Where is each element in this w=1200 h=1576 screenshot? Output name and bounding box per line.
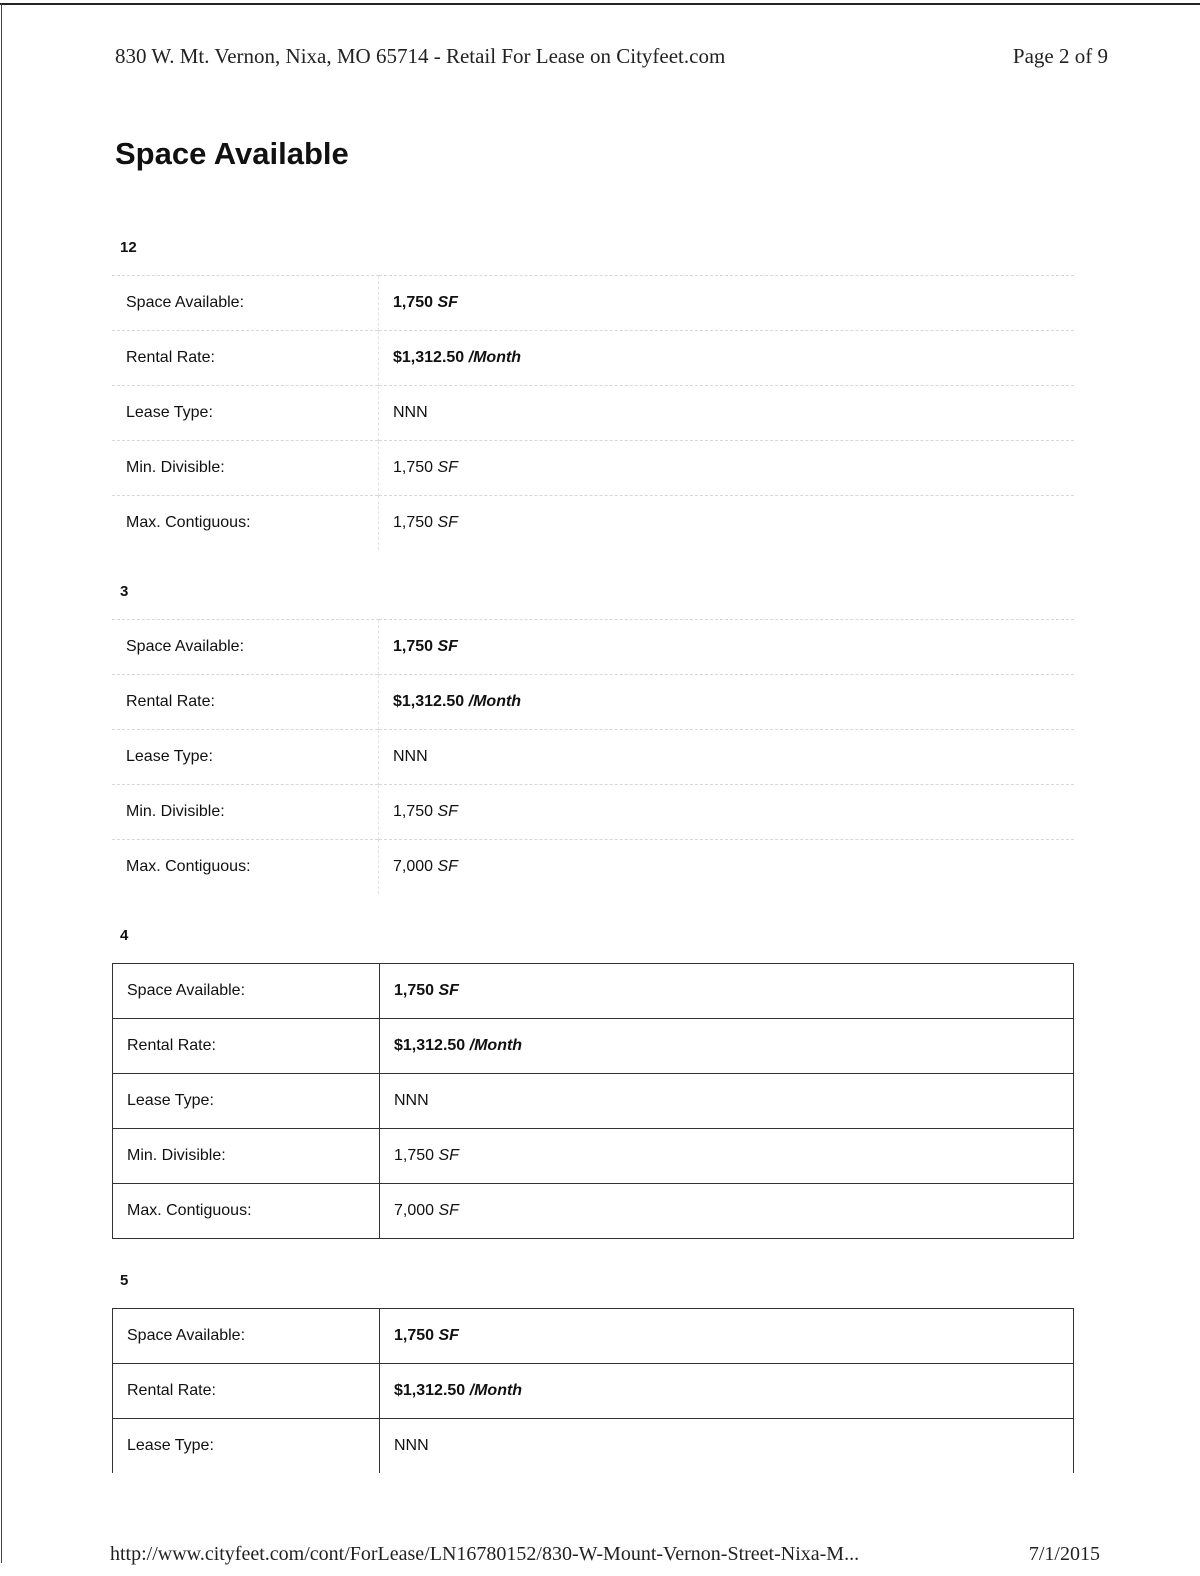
row-label: Min. Divisible: bbox=[113, 1129, 380, 1184]
row-label: Space Available: bbox=[127, 1327, 246, 1344]
unit-details-table bbox=[112, 1308, 1074, 1473]
space-available-value: 1,750 SF bbox=[379, 620, 1075, 675]
unit-block-3 bbox=[112, 581, 1074, 894]
row-label: Space Available: bbox=[112, 276, 379, 331]
row-label: Max. Contiguous: bbox=[112, 840, 379, 895]
lease-type-value: NNN bbox=[380, 1419, 1074, 1474]
lease-type-value: NNN bbox=[379, 730, 1075, 785]
page-header bbox=[115, 44, 1108, 69]
space-available-value: 1,750 SF bbox=[380, 964, 1074, 1019]
space-available-value: 1,750 SF bbox=[379, 276, 1075, 331]
lease-type-value: NNN bbox=[379, 386, 1075, 441]
page-number: Page 2 of 9 bbox=[1012, 44, 1108, 68]
unit-details-table bbox=[112, 619, 1074, 894]
rental-rate-value: $1,312.50 /Month bbox=[380, 1364, 1074, 1419]
max-contiguous-value: 7,000 SF bbox=[380, 1184, 1074, 1239]
space-available-value: 1,750 SF bbox=[380, 1309, 1074, 1364]
footer-url: http://www.cityfeet.com/cont/ForLease/LN16780152/830-W-Mount-Vernon-Street-Nixa-M... bbox=[110, 1543, 860, 1565]
row-label: Rental Rate: bbox=[112, 331, 379, 386]
unit-details-table bbox=[112, 275, 1074, 550]
row-label: Lease Type: bbox=[112, 386, 379, 441]
row-label: Rental Rate: bbox=[113, 1364, 380, 1419]
table-row bbox=[112, 386, 1074, 441]
rental-rate-value: $1,312.50 /Month bbox=[379, 675, 1075, 730]
table-row bbox=[113, 1184, 1074, 1239]
row-label: Max. Contiguous: bbox=[113, 1184, 380, 1239]
table-row bbox=[112, 730, 1074, 785]
row-label: Min. Divisible: bbox=[112, 441, 379, 496]
row-label: Lease Type: bbox=[113, 1419, 380, 1474]
unit-block-12 bbox=[112, 237, 1074, 550]
table-row bbox=[113, 1129, 1074, 1184]
lease-type-value: NNN bbox=[380, 1074, 1074, 1129]
table-row bbox=[113, 1309, 1074, 1364]
row-label: Rental Rate: bbox=[112, 675, 379, 730]
section-title: Space Available bbox=[115, 136, 349, 171]
unit-block-4 bbox=[112, 925, 1074, 1239]
table-row bbox=[113, 964, 1074, 1019]
page-footer bbox=[110, 1543, 1100, 1566]
unit-id: 5 bbox=[120, 1272, 129, 1289]
row-label: Lease Type: bbox=[113, 1074, 380, 1129]
table-row bbox=[113, 1364, 1074, 1419]
rental-rate-value: $1,312.50 /Month bbox=[379, 331, 1075, 386]
min-divisible-value: 1,750 SF bbox=[379, 785, 1075, 840]
footer-date: 7/1/2015 bbox=[1028, 1543, 1100, 1565]
table-row bbox=[112, 620, 1074, 675]
max-contiguous-value: 7,000 SF bbox=[379, 840, 1075, 895]
table-row bbox=[113, 1074, 1074, 1129]
table-row bbox=[112, 496, 1074, 551]
row-label: Max. Contiguous: bbox=[112, 496, 379, 551]
unit-block-5 bbox=[112, 1270, 1074, 1473]
table-row bbox=[112, 785, 1074, 840]
scan-top-edge bbox=[0, 3, 1200, 5]
table-row bbox=[112, 675, 1074, 730]
row-label: Space Available: bbox=[112, 620, 379, 675]
table-row bbox=[112, 276, 1074, 331]
row-label: Space Available: bbox=[127, 982, 246, 999]
min-divisible-value: 1,750 SF bbox=[379, 441, 1075, 496]
table-row bbox=[112, 840, 1074, 895]
row-label: Rental Rate: bbox=[113, 1019, 380, 1074]
unit-id: 12 bbox=[120, 239, 137, 256]
scan-left-edge bbox=[1, 3, 2, 1563]
min-divisible-value: 1,750 SF bbox=[380, 1129, 1074, 1184]
row-label: Min. Divisible: bbox=[112, 785, 379, 840]
unit-id: 3 bbox=[120, 583, 129, 600]
table-row bbox=[112, 441, 1074, 496]
unit-details-table bbox=[112, 963, 1074, 1239]
header-title: 830 W. Mt. Vernon, Nixa, MO 65714 - Retail For Lease on Cityfeet.com bbox=[115, 44, 726, 68]
table-row bbox=[113, 1019, 1074, 1074]
row-label: Lease Type: bbox=[112, 730, 379, 785]
table-row bbox=[112, 331, 1074, 386]
unit-id: 4 bbox=[120, 927, 129, 944]
table-row bbox=[113, 1419, 1074, 1474]
max-contiguous-value: 1,750 SF bbox=[379, 496, 1075, 551]
rental-rate-value: $1,312.50 /Month bbox=[380, 1019, 1074, 1074]
